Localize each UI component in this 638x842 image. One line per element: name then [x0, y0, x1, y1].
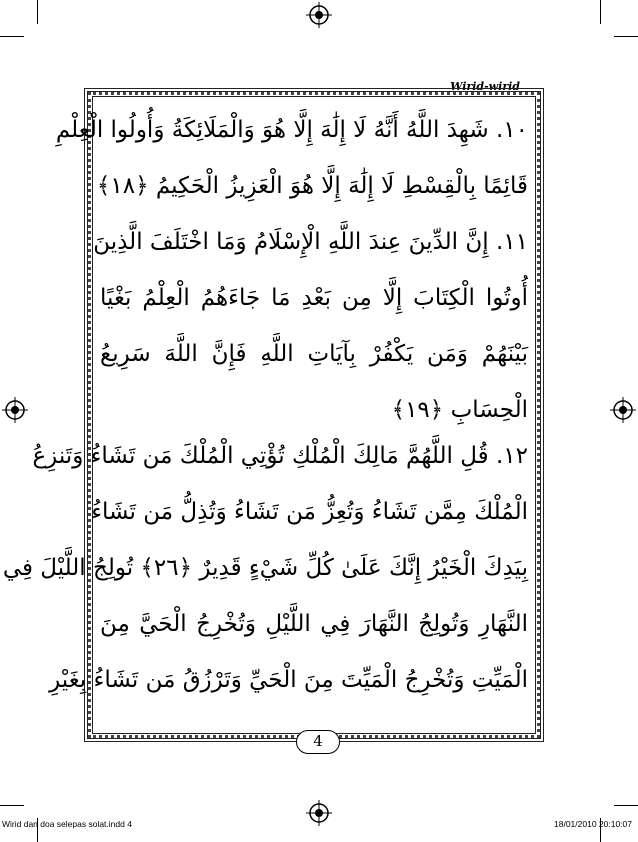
crop-mark — [0, 36, 24, 37]
footer-datetime: 18/01/2010 20:10:07 — [554, 819, 632, 829]
verse-line: بِيَدِكَ الْخَيْرُ إِنَّكَ عَلَىٰ كُلِّ شَيْءٍ قَدِيرٌ ﴿٢٦﴾ تُولِجُ اللَّيْلَ فِي — [2, 555, 528, 581]
verse-line: الْمَيِّتِ وَتُخْرِجُ الْمَيِّتَ مِنَ الْحَيِّ وَتَرْزُقُ مَن تَشَاءُ بِغَيْرِ — [49, 667, 528, 693]
crop-mark — [614, 805, 638, 806]
registration-mark-icon — [2, 397, 28, 423]
verse-text-block — [2, 110, 528, 720]
verse-line: ١٢. قُلِ اللَّهُمَّ مَالِكَ الْمُلْكِ تُؤْتِي الْمُلْكَ مَن تَشَاءُ وَتَنزِعُ — [32, 443, 528, 469]
crop-mark — [0, 805, 24, 806]
footer-filename: Wirid dan doa selepas solat.indd 4 — [2, 819, 132, 829]
registration-mark-icon — [306, 800, 332, 826]
verse-line: ١١. إِنَّ الدِّينَ عِندَ اللَّهِ الْإِسْلَامُ وَمَا اخْتَلَفَ الَّذِينَ — [93, 229, 528, 255]
verse-line: الْحِسَابِ ﴿١٩﴾ — [391, 397, 528, 423]
registration-mark-icon — [306, 2, 332, 28]
verse-line: قَائِمًا بِالْقِسْطِ لَا إِلَٰهَ إِلَّا هُوَ الْعَزِيزُ الْحَكِيمُ ﴿١٨﴾ — [96, 173, 528, 199]
crop-mark — [600, 0, 601, 24]
verse-line: أُوتُوا الْكِتَابَ إِلَّا مِن بَعْدِ مَا جَاءَهُمُ الْعِلْمُ بَغْيًا — [100, 285, 528, 311]
running-header: Wirid-wirid — [450, 80, 520, 93]
verse-line: الْمُلْكَ مِمَّن تَشَاءُ وَتُعِزُّ مَن تَشَاءُ وَتُذِلُّ مَن تَشَاءُ — [91, 499, 528, 525]
verse-line: ١٠. شَهِدَ اللَّهُ أَنَّهُ لَا إِلَٰهَ إِلَّا هُوَ وَالْمَلَائِكَةُ وَأُولُوا الْعِلْمِ — [55, 117, 528, 143]
verse-line: النَّهَارِ وَتُولِجُ النَّهَارَ فِي اللَّيْلِ وَتُخْرِجُ الْحَيَّ مِنَ — [100, 611, 528, 637]
crop-mark — [614, 36, 638, 37]
crop-mark — [37, 0, 38, 24]
registration-mark-icon — [610, 397, 636, 423]
verse-line: بَيْنَهُمْ وَمَن يَكْفُرْ بِآيَاتِ اللَّهِ فَإِنَّ اللَّهَ سَرِيعُ — [100, 341, 528, 367]
page-number: 4 — [296, 730, 340, 754]
